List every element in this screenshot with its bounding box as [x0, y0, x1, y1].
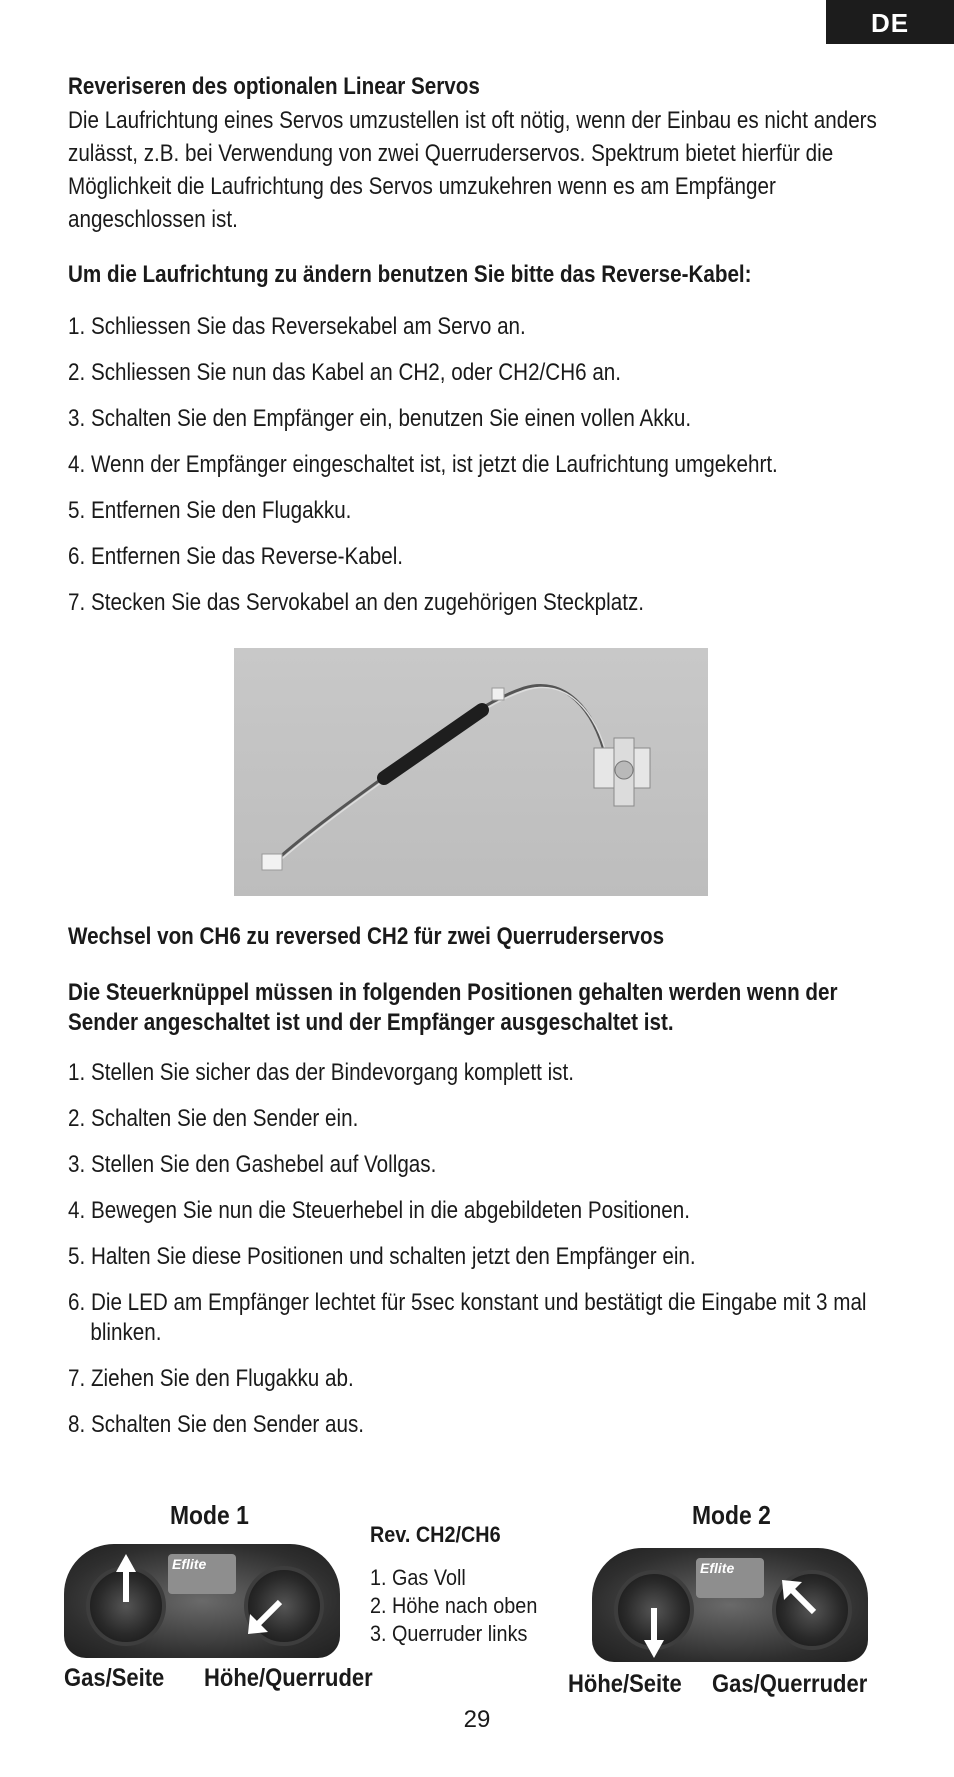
section2-title: Wechsel von CH6 zu reversed CH2 für zwei Querruderservos — [68, 923, 665, 950]
section1-body: Die Laufrichtung eines Servos umzustellen ist oft nötig, wenn der Einbau es nicht anders zulässt, z.B. bei Verwendung von zwei Querruderservos. Spektrum bietet hierfür die Möglichkeit die Laufrichtung des Servos umzukehren wenn es am Empfänger angeschlossen ist. — [68, 107, 877, 233]
list-item: 5. Halten Sie diese Positionen und schalten jetzt den Empfänger ein. — [68, 1243, 696, 1270]
reverse-cable-photo — [234, 648, 708, 896]
section2-subhead: Die Steuerknüppel müssen in folgenden Positionen gehalten werden wenn der Sender angeschaltet ist und der Empfänger ausgeschaltet ist. — [68, 979, 838, 1036]
section1-steps — [68, 312, 888, 618]
list-item: 4. Wenn der Empfänger eingeschaltet ist, ist jetzt die Laufrichtung umgekehrt. — [68, 451, 778, 478]
arrow-up-icon — [116, 1554, 136, 1602]
arrow-down-left-icon — [248, 1602, 280, 1634]
mode1-label: Mode 1 — [170, 1500, 249, 1530]
brand-logo: Eflite — [700, 1560, 735, 1576]
rev-instructions — [370, 1520, 570, 1648]
mode1-caption-right: Höhe/Querruder — [204, 1664, 373, 1692]
mode2-caption-right: Gas/Querruder — [712, 1670, 868, 1698]
section2-steps — [68, 1058, 888, 1440]
transmitter-mode2 — [592, 1548, 868, 1662]
list-item: 2. Schalten Sie den Sender ein. — [68, 1105, 359, 1132]
transmitter-mode1 — [64, 1544, 340, 1658]
list-item: 1. Stellen Sie sicher das der Bindevorgang komplett ist. — [68, 1059, 574, 1086]
list-item: 7. Stecken Sie das Servokabel an den zugehörigen Steckplatz. — [68, 589, 644, 616]
language-tab: DE — [826, 0, 954, 44]
mode1-arrows — [64, 1544, 340, 1658]
section2 — [68, 922, 888, 1456]
arrow-down-icon — [644, 1608, 664, 1658]
brand-logo: Eflite — [172, 1556, 207, 1572]
page-number: 29 — [463, 1706, 491, 1733]
list-item: 1. Schliessen Sie das Reversekabel am Servo an. — [68, 313, 526, 340]
mode2-arrows — [592, 1548, 868, 1662]
list-item: 5. Entfernen Sie den Flugakku. — [68, 497, 352, 524]
list-item: 6. Entfernen Sie das Reverse-Kabel. — [68, 543, 404, 570]
list-item: 2. Schliessen Sie nun das Kabel an CH2, oder CH2/CH6 an. — [68, 359, 622, 386]
list-item: 2. Höhe nach oben — [370, 1593, 538, 1618]
main-content — [68, 72, 888, 634]
list-item: 4. Bewegen Sie nun die Steuerhebel in die abgebildeten Positionen. — [68, 1197, 690, 1224]
list-item: 6. Die LED am Empfänger lechtet für 5sec konstant und bestätigt die Eingabe mit 3 mal blinken. — [68, 1289, 867, 1346]
mode2-label: Mode 2 — [692, 1500, 771, 1530]
arrow-up-right-icon — [782, 1580, 814, 1612]
section1-subhead: Um die Laufrichtung zu ändern benutzen Sie bitte das Reverse-Kabel: — [68, 261, 752, 288]
rev-title: Rev. CH2/CH6 — [370, 1522, 501, 1547]
stick-diagram — [0, 1500, 954, 1777]
section1-title: Reveriseren des optionalen Linear Servos — [68, 73, 480, 100]
list-item: 3. Schalten Sie den Empfänger ein, benutzen Sie einen vollen Akku. — [68, 405, 692, 432]
list-item: 8. Schalten Sie den Sender aus. — [68, 1411, 365, 1438]
list-item: 1. Gas Voll — [370, 1565, 466, 1590]
list-item: 3. Stellen Sie den Gashebel auf Vollgas. — [68, 1151, 437, 1178]
servo-cable-illustration — [234, 648, 708, 896]
list-item: 3. Querruder links — [370, 1621, 528, 1646]
mode1-caption-left: Gas/Seite — [64, 1664, 165, 1692]
mode2-caption-left: Höhe/Seite — [568, 1670, 682, 1698]
list-item: 7. Ziehen Sie den Flugakku ab. — [68, 1365, 354, 1392]
